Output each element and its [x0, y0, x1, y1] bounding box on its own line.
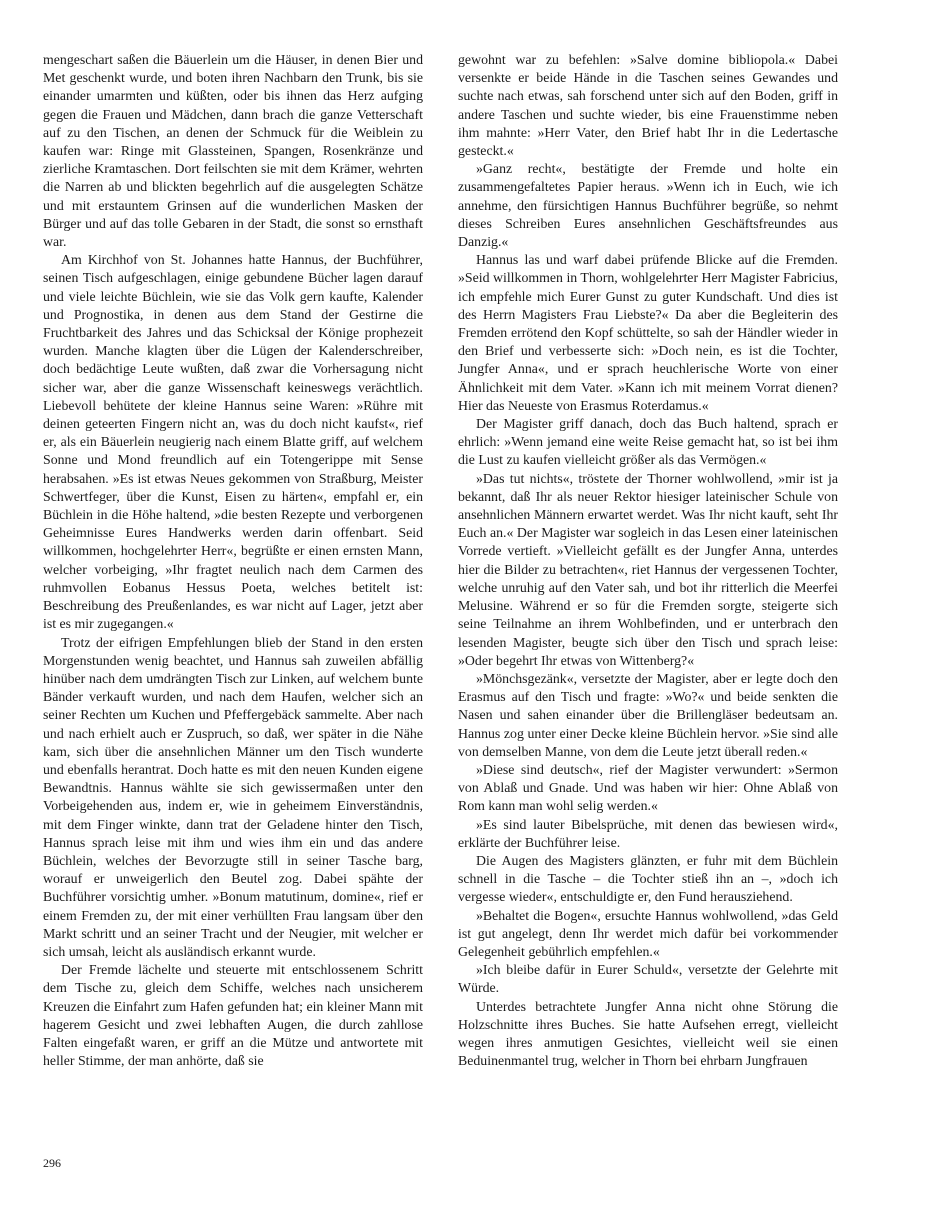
- paragraph: Hannus las und warf dabei prüfende Blicke auf die Fremden. »Seid willkommen in Thorn, wohlgelehrter Herr Magister Fabricius, ich empfehle mich Eurer Gunst zu guter Kundschaft. Und dies ist des Herrn Magisters Frau Liebste?« Da aber die Begleiterin des Fremden errötend den Kopf schüttelte, so sah der Händler wieder in den Brief und verbesserte sich: »Doch nein, es ist die Tochter, Jungfer Anna«, und er sprach heuchlerische Worte von einer Ähnlichkeit mit dem Vater. »Kann ich mit meinem Vorrat dienen? Hier das Neueste von Erasmus Roterdamus.«: [458, 252, 838, 413]
- paragraph: Unterdes betrachtete Jungfer Anna nicht ohne Störung die Holzschnitte ihres Buches. Sie hatte Aufsehen erregt, vielleicht wegen ihres anmutigen Gesichtes, vielleicht weil sie einen Beduinenmantel trug, welcher in Thorn bei ehrbarn Jungfrauen: [458, 998, 838, 1069]
- left-text-column: [43, 51, 423, 1070]
- page-number: 296: [43, 1156, 61, 1170]
- paragraph: Trotz der eifrigen Empfehlungen blieb der Stand in den ersten Morgenstunden wenig beachtet, und Hannus sah zuweilen abfällig hinüber nach dem umdrängten Tisch zur Linken, auf welchem bunte Bänder verkauft wurden, und nach dem Haufen, welcher sich an seiner Rechten um Kuchen und Pfeffergebäck sammelte. Aber nach und nach erhielt auch er Zuspruch, so daß, wer später in die Nähe kam, sich über die ansehnlichen Männer um den Tisch wunderte und ebenfalls herantrat. Doch hatte es mit den neuen Kunden eigene Bewandtnis. Hannus wählte sie sich gewissermaßen unter den Vorbeigehenden aus, indem er, wie in geheimem Einverständnis, mit dem Finger winkte, dann trat der Geladene hinter den Tisch, Hannus sprach leise mit ihm und wies ihm ein und das andere Büchlein, welches der Bevorzugte still in seiner Tasche barg, worauf er unweigerlich den Beutel zog. Dabei spähte der Buchführer vorsichtig umher. »Bonum matutinum, domine«, rief er einem Fremden zu, der mit einer verhüllten Frau langsam über den Markt schritt und an seiner Tracht und der Neugier, mit welcher er sich umsah, leicht als ausländisch erkannt wurde.: [43, 634, 423, 959]
- paragraph: Am Kirchhof von St. Johannes hatte Hannus, der Buchführer, seinen Tisch aufgeschlagen, einige gebundene Bücher lagen darauf und viele leichte Büchlein, wie sie das Volk gern kaufte, Kalender und Prognostika, in denen aus dem Stand der Gestirne die Fruchtbarkeit des Jahres und das Schicksal der Könige prophezeit wurden. Manche klagten über die Lügen der Kalenderschreiber, doch bedächtige Leute wußten, daß zwar die Vorhersagung nicht sicher war, aber die ganze Wissenschaft keineswegs verächtlich. Liebevoll behütete der kleine Hannus seine Waren: »Rühre mit deinen geteerten Fingern nicht an, was du doch nicht kaufst«, rief er, als ein Bäuerlein neugierig nach einem Blatte griff, auf welchem Sonne und Mond freundlich auf ein Totengerippe mit Sense herabsahen. »Es ist etwas Neues gekommen von Straßburg, Meister Schwertfeger, über die Kunst, Eisen zu härten«, empfahl er, ein Büchlein in die Höhe haltend, »die besten Rezepte und verborgenen Geheimnisse Eures Handwerks werden darin offenbart. Seid willkommen, hochgelehrter Herr«, begrüßte er einen ernsten Mann, welcher vorbeiging, »Ihr fragtet neulich nach dem Carmen des ruhmvollen Eobanus Hessus Poeta, welches betitelt ist: Beschreibung des Preußenlandes, es war nicht auf Lager, jetzt aber ist es mir zugegangen.«: [43, 252, 423, 632]
- paragraph: gewohnt war zu befehlen: »Salve domine bibliopola.« Dabei versenkte er beide Hände in die Taschen seines Gewandes und suchte nach etwas, sah forschend unter sich auf den Boden, griff in andere Taschen und suchte wieder, bis eine Frauenstimme neben ihm mahnte: »Herr Vater, den Brief habt Ihr in die Ledertasche gesteckt.«: [458, 52, 838, 159]
- right-text-column: [458, 51, 838, 1070]
- paragraph: »Das tut nichts«, tröstete der Thorner wohlwollend, »mir ist ja bekannt, daß Ihr als neuer Rektor hiesiger lateinischer Schule von ansehnlichen Männern erwartet werdet. Was Ihr nicht kauft, seht Ihr Euch an.« Der Magister war sogleich in das Lesen einer lateinischen Vorrede vertieft. »Vielleicht gefällt es der Jungfer Anna, unterdes hier die Bilder zu betrachten«, riet Hannus der vergessenen Tochter, welche unruhig auf den Vater sah, und bot ihr ritterlich die Meerfei Melusine. Während er so für die Fremden sorgte, steigerte sich seine Teilnahme an ihrem Wohlbefinden, und er unterbrach den lesenden Magister, beugte sich über den Tisch und sprach leise: »Oder begehrt Ihr etwas von Wittenberg?«: [458, 470, 838, 668]
- paragraph: Die Augen des Magisters glänzten, er fuhr mit dem Büchlein schnell in die Tasche – die Tochter stieß ihn an –, »doch ich vergesse wieder«, entschuldigte er, den Fund herausziehend.: [458, 852, 838, 905]
- paragraph: »Ich bleibe dafür in Eurer Schuld«, versetzte der Gelehrte mit Würde.: [458, 962, 838, 996]
- paragraph: »Diese sind deutsch«, rief der Magister verwundert: »Sermon von Ablaß und Gnade. Und was haben wir hier: Ohne Ablaß von Rom kann man wohl selig werden.«: [458, 761, 838, 814]
- paragraph: »Mönchsgezänk«, versetzte der Magister, aber er legte doch den Erasmus auf den Tisch und fragte: »Wo?« und beide senkten die Nasen und sahen einander über die Brillengläser bedeutsam an. Hannus zog unter einer Decke kleine Büchlein hervor. »Sie sind alle von demselben Manne, von dem die Leute jetzt überall reden.«: [458, 670, 838, 759]
- paragraph: Der Magister griff danach, doch das Buch haltend, sprach er ehrlich: »Wenn jemand eine weite Reise gemacht hat, so ist bei ihm die Lust zu kaufen vielleicht größer als das Vermögen.«: [458, 416, 838, 468]
- paragraph: Der Fremde lächelte und steuerte mit entschlossenem Schritt dem Tische zu, gleich dem Schiffe, welches nach unsicherem Kreuzen die Einfahrt zum Hafen gefunden hat; ein kleiner Mann mit hagerem Gesicht und zwei lebhaften Augen, die durch zahllose Falten eingefaßt waren, er griff an die Mütze und antwortete mit heller Stimme, der man anhörte, daß sie: [43, 962, 423, 1069]
- paragraph: »Es sind lauter Bibelsprüche, mit denen das bewiesen wird«, erklärte der Buchführer leise.: [458, 816, 838, 850]
- paragraph: »Ganz recht«, bestätigte der Fremde und holte ein zusammengefaltetes Papier heraus. »Wenn ich in Euch, wie ich annehme, den fürsichtigen Hannus Buchführer begrüße, so nehmt dieses Schreiben Eures ansehnlichen Geschäftsfreundes aus Danzig.«: [458, 161, 838, 250]
- paragraph: mengeschart saßen die Bäuerlein um die Häuser, in denen Bier und Met geschenkt wurde, und boten ihren Nachbarn den Trunk, bis sie einander umarmten und küßten, oder bis ihnen das Herz aufging gegen die Frauen und Mädchen, dann brach die ganze Vetterschaft auf zu den Tischen, an denen der Schmuck für die Weiblein zu kaufen war: Ringe mit Glassteinen, Spangen, Rosenkränze und zierliche Kramtaschen. Dort feilschten sie mit dem Krämer, wehrten die Narren ab und blickten begehrlich auf die ausgelegten Schätze und mit erstauntem Grinsen auf die wunderlichen Masken der Bürger und auf das tolle Gebaren in der Stadt, die sonst so ernsthaft war.: [43, 52, 423, 250]
- paragraph: »Behaltet die Bogen«, ersuchte Hannus wohlwollend, »das Geld ist gut angelegt, denn Ihr werdet mich dafür bei vorkommender Gelegenheit gebührlich empfehlen.«: [458, 907, 838, 959]
